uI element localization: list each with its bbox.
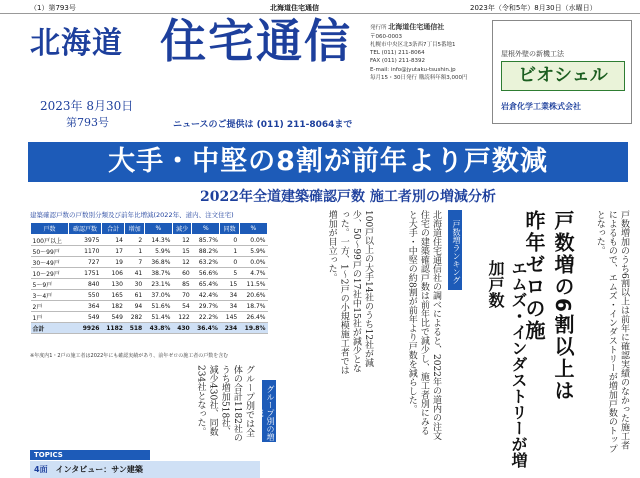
table-cell: 42.4% [192,290,220,301]
subheadline: 2022年全道建築確認戸数 施工者別の増減分析 [200,189,496,205]
table-cell: 4.7% [239,268,267,279]
table-header: 増加 [125,223,144,235]
table-cell: 0 [220,257,239,268]
table-cell: 18.7% [239,301,267,312]
table-cell: 14.3% [144,235,172,246]
group-label: グループ別の増減 [262,380,276,442]
table-cell: 37.0% [144,290,172,301]
table-cell: 94 [125,301,144,312]
table-cell: 30〜49戸 [31,257,69,268]
table-row [31,312,268,323]
table-cell: 9926 [68,323,101,334]
table-cell: 7 [125,257,144,268]
table-cell: 22.2% [192,312,220,323]
table-cell: 2 [125,235,144,246]
table-cell: 5 [220,268,239,279]
table-cell: 43.8% [144,323,172,334]
lead-main: 戸数増の6割以上は昨年ゼロの施 [522,210,575,402]
table-row [31,268,268,279]
table-cell: 14 [101,235,125,246]
table-cell: 17 [101,246,125,257]
table-cell: 550 [68,290,101,301]
table-cell: 11.5% [239,279,267,290]
table-cell: 1戸 [31,312,69,323]
table-cell: 518 [125,323,144,334]
table-cell: 56.6% [192,268,220,279]
table-cell: 30 [125,279,144,290]
table-cell: 65.4% [192,279,220,290]
table-cell: 54 [172,301,191,312]
table-cell: 5.9% [144,246,172,257]
table-row [31,257,268,268]
publisher-price: 毎月15・30日発行 購読料年額3,000円 [370,74,468,81]
masthead-title-right: 住宅通信 [160,14,352,68]
table-cell: 合計 [31,323,69,334]
topics-item[interactable] [30,461,260,478]
table-total-row [31,323,268,334]
table-cell: 70 [172,290,191,301]
table-cell: 3〜4戸 [31,290,69,301]
table-cell: 549 [101,312,125,323]
table-caption: 建築確認戸数の戸数別分類及び前年比増減(2022年、道内、注文住宅) [30,211,234,219]
table-cell: 145 [220,312,239,323]
topics-title: インタビュー：サン建築 [55,465,143,474]
table-header: % [192,223,220,235]
masthead-issue: 第793号 [66,116,109,129]
table-cell: 36.8% [144,257,172,268]
table-cell: 34 [220,290,239,301]
table-cell: 364 [68,301,101,312]
body-column: 戸数増加のうち6割以上は前年に確認実績のなかった施工者によるもので、エムズ・インダストリーが増加戸数のトップとなった。 [594,210,629,453]
table-cell: 282 [125,312,144,323]
table-row [31,246,268,257]
table-cell: 130 [101,279,125,290]
advertisement[interactable] [492,20,632,124]
table-cell: 727 [68,257,101,268]
table-cell: 182 [101,301,125,312]
table-cell: 23.1% [144,279,172,290]
table-cell: 12 [172,235,191,246]
table-cell: 5〜9戸 [31,279,69,290]
table-cell: 1 [220,246,239,257]
publisher-name: 北海道住宅通信社 [388,23,445,31]
data-table [30,222,268,334]
masthead-date: 2023年 8月30日 [40,99,134,113]
body-column: グループ別では全体の合計1182社のうち増加518社、減少430社、同数234社となった。 [195,365,254,442]
table-cell: 1170 [68,246,101,257]
table-note: ※年度内1・2戸の施工者は2022年にも確認実績があり、前年ゼロの施工者の戸数を含む [30,353,229,359]
table-cell: 19.8% [239,323,267,334]
table-cell: 19 [101,257,125,268]
table-header-row [31,223,268,235]
table-cell: 15 [172,246,191,257]
table-cell: 60 [172,268,191,279]
table-cell: 1182 [101,323,125,334]
table-row [31,301,268,312]
table-cell: 0.0% [239,235,267,246]
table-cell: 85.7% [192,235,220,246]
table-header: 戸数 [31,223,69,235]
table-cell: 34 [220,301,239,312]
body-column: 100戸以上の大手14社のうち12社が減少、50〜99戸の17社中15社が減少となった。一方、1〜2戸の小規模施工者では増加が目立った。 [326,210,373,375]
table-cell: 3975 [68,235,101,246]
table-cell: 63.2% [192,257,220,268]
masthead-contact: ニュースのご提供は (011) 211-8064まで [173,120,353,130]
headline: 大手・中堅の8割が前年より戸数減 [28,142,628,182]
table-cell: 26.4% [239,312,267,323]
table-cell: 12 [172,257,191,268]
table-cell: 430 [172,323,191,334]
table-cell: 36.4% [192,323,220,334]
body-column: 北海道住宅通信社の調べによると、2022年の道内の注文住宅の建築確認戸数は前年比で減少し、施工者別にみると大手・中堅の約8割が前年より戸数を減らした。 [406,210,441,440]
table-cell: 1 [125,246,144,257]
table-cell: 2戸 [31,301,69,312]
table-cell: 840 [68,279,101,290]
table-cell: 10〜29戸 [31,268,69,279]
table-cell: 15 [220,279,239,290]
ad-company: 岩倉化学工業株式会社 [501,102,581,111]
table-cell: 5.9% [239,246,267,257]
table-row [31,290,268,301]
topics-header: TOPICS [30,450,150,460]
table-cell: 549 [68,312,101,323]
table-cell: 122 [172,312,191,323]
top-bar-title: 北海道住宅通信 [270,4,319,12]
table-cell: 100戸以上 [31,235,69,246]
table-header: 合計 [101,223,125,235]
table-cell: 1751 [68,268,101,279]
table-cell: 38.7% [144,268,172,279]
top-bar-date: 2023年（令和5年）8月30日（水曜日） [470,4,597,12]
table-header: 確認戸数 [68,223,101,235]
table-cell: 106 [101,268,125,279]
table-cell: 234 [220,323,239,334]
ad-product-name: ビオシェル [501,61,625,91]
table-cell: 165 [101,290,125,301]
table-cell: 61 [125,290,144,301]
table-cell: 85 [172,279,191,290]
ad-tagline: 屋根外壁の新機工法 [501,50,564,58]
table-row [31,279,268,290]
lead-sub: エムズ・インダストリーが増加戸数 [486,260,528,468]
table-cell: 29.7% [192,301,220,312]
publisher-line: 〒060-0003 [370,33,402,40]
table-row [31,235,268,246]
top-bar [0,0,640,14]
topics-page: 4面 [34,465,48,474]
table-header: % [239,223,267,235]
publisher-line: TEL (011) 211-8064 [370,50,425,56]
table-cell: 51.6% [144,301,172,312]
publisher-box [370,22,490,142]
publisher-line: 札幌市中央区北3条西7丁目5番地1 [370,41,456,48]
top-bar-issue: （1）第793号 [30,4,76,12]
publisher-line: FAX (011) 211-8392 [370,58,425,65]
table-cell: 50〜99戸 [31,246,69,257]
table-header: 減少 [172,223,191,235]
table-cell: 0.0% [239,257,267,268]
table-cell: 41 [125,268,144,279]
masthead-title-left: 北海道 [30,26,123,61]
publisher-label: 発行所 [370,25,387,31]
table-cell: 0 [220,235,239,246]
table-header: 同数 [220,223,239,235]
ranking-label: 戸数増ランキング [448,210,462,290]
publisher-line: E-mail: info@jyutaku-tsushin.jp [370,66,456,73]
table-cell: 51.4% [144,312,172,323]
table-cell: 88.2% [192,246,220,257]
table-cell: 20.6% [239,290,267,301]
table-header: % [144,223,172,235]
